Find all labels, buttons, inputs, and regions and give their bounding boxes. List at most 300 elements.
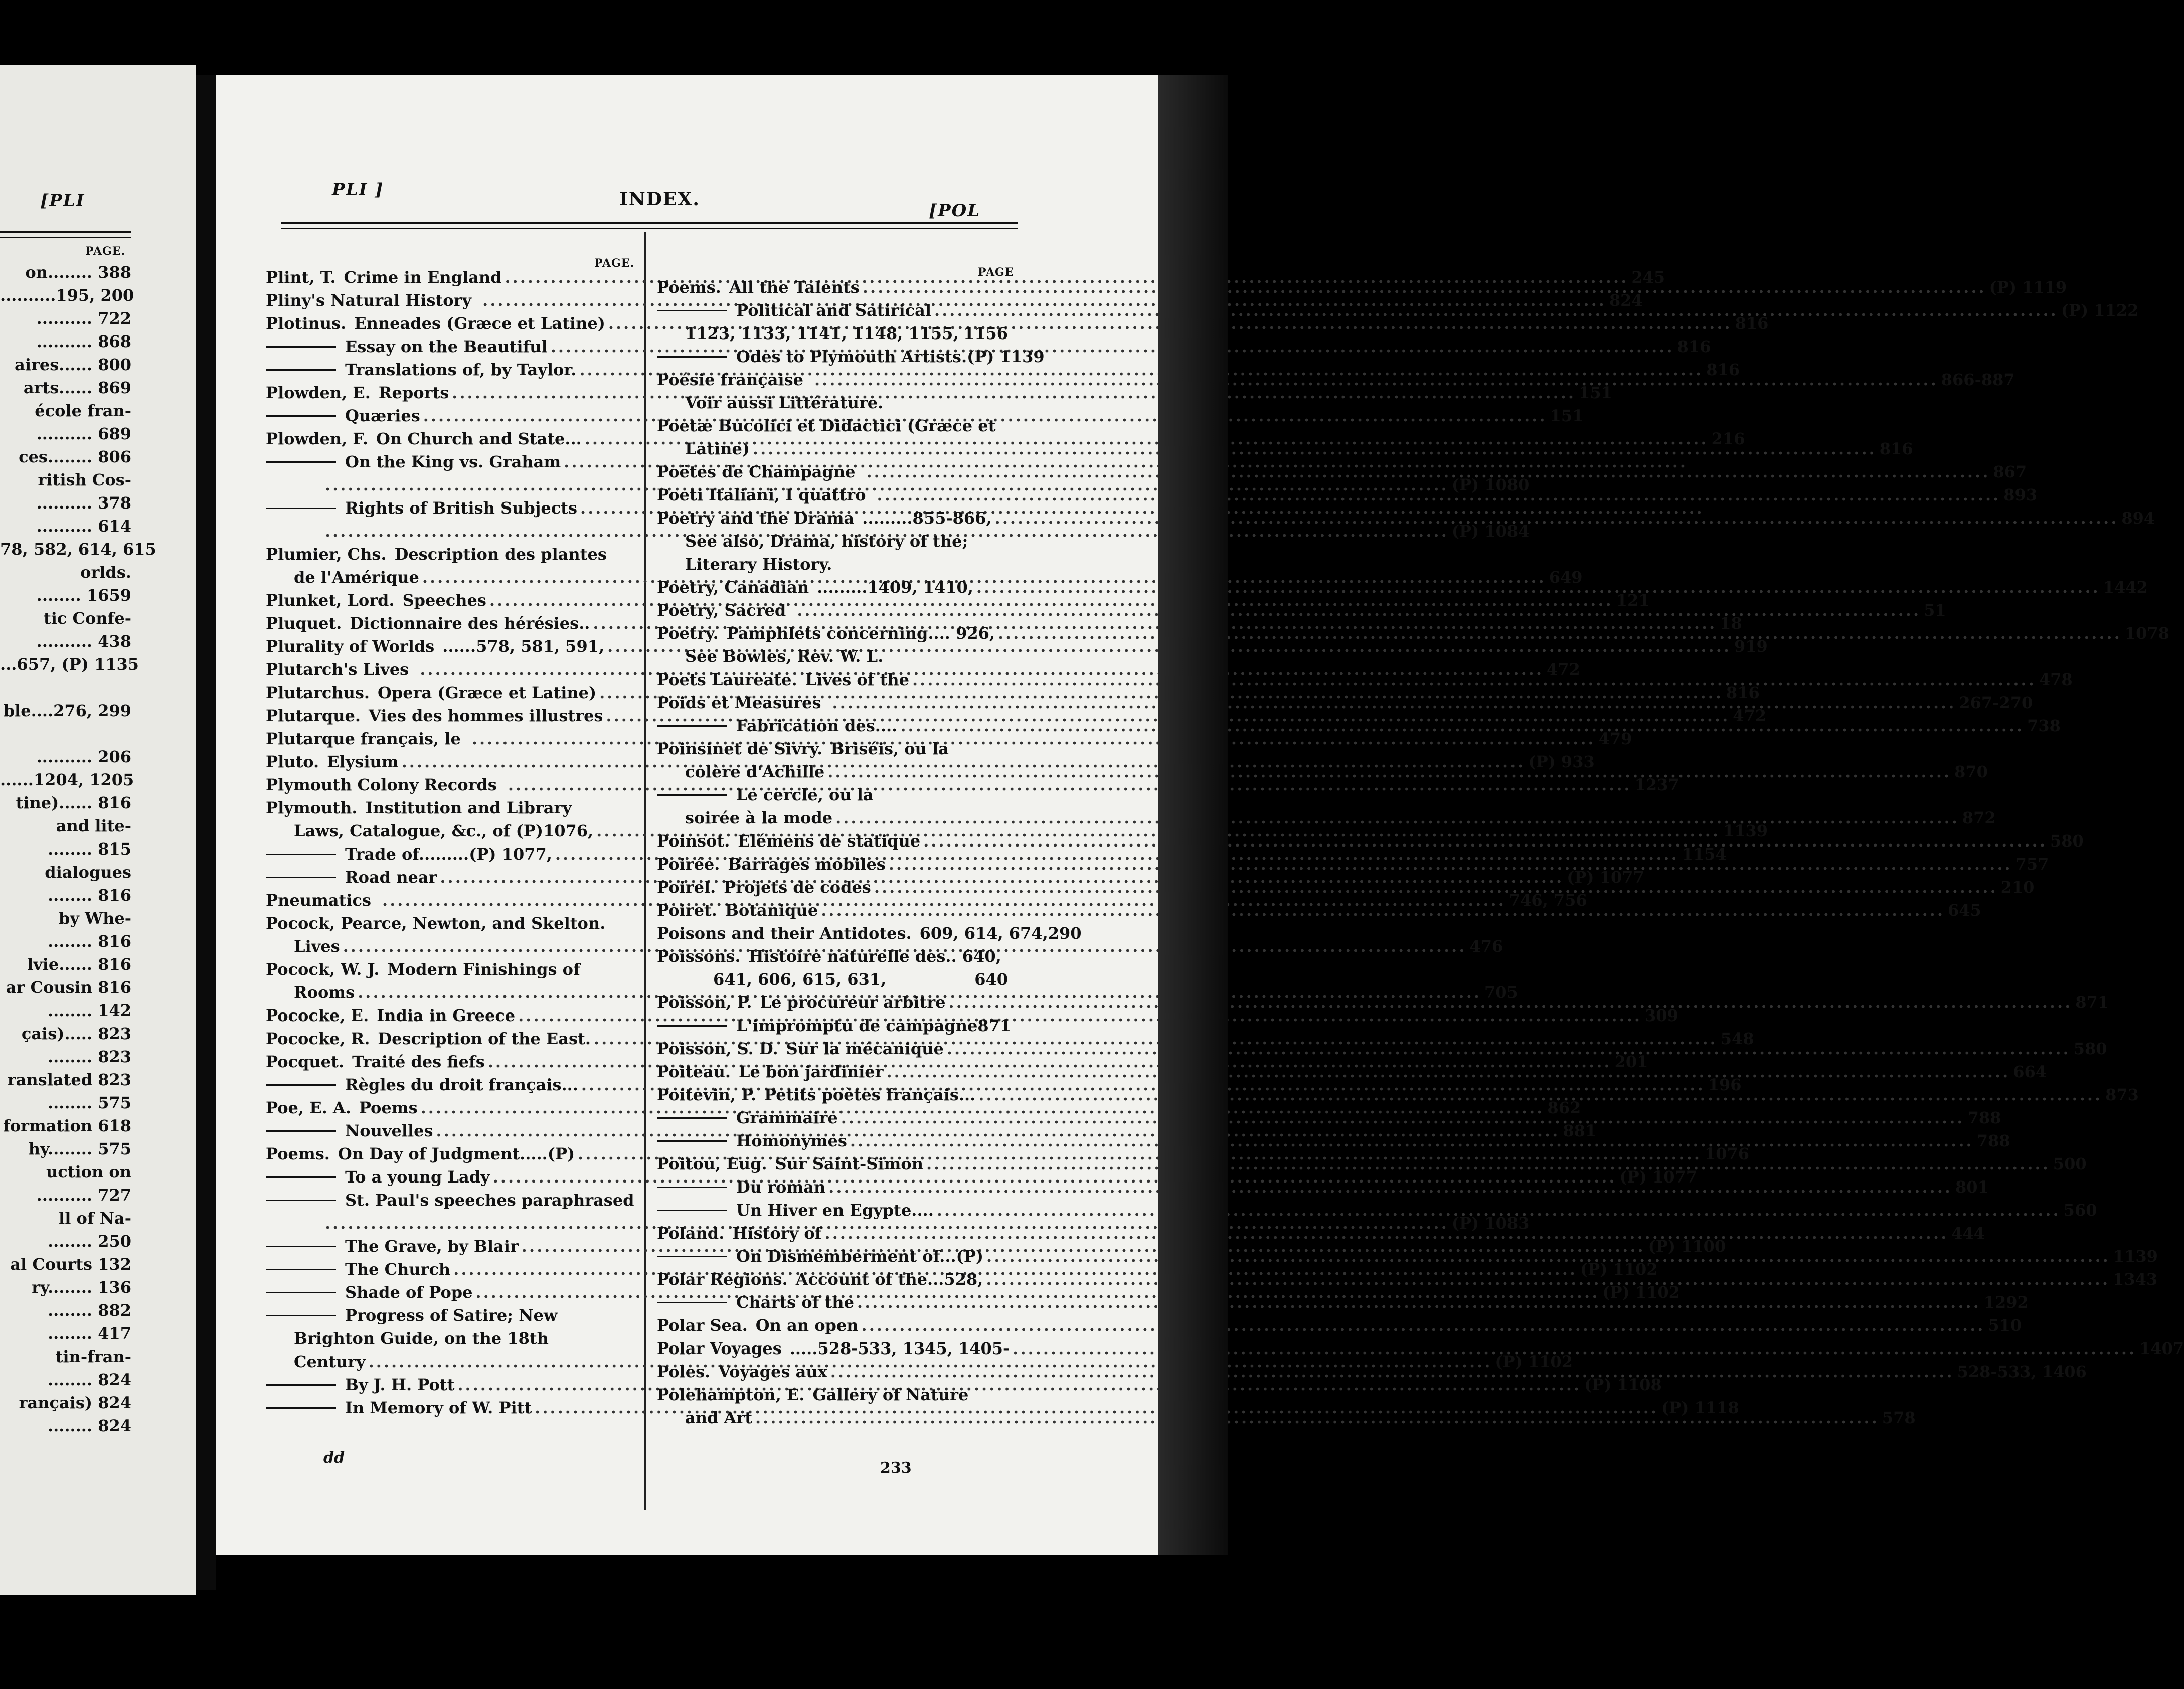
entry-title: Dictionnaire des hérésies.. [350, 614, 590, 633]
entry-title: and Art [685, 1408, 752, 1427]
page-reference: 1139 [1723, 821, 1768, 840]
entry-heading: Pluquet. [266, 614, 342, 633]
entry-title: Homonymes [736, 1131, 847, 1150]
page-reference: 196 [1708, 1075, 1742, 1094]
left-page-line: .......... 868 [36, 332, 131, 351]
index-entry [657, 1337, 2184, 1360]
page-reference: 479 [1598, 729, 1632, 748]
entry-title: The Grave, by Blair [345, 1237, 519, 1256]
left-page-fragment [0, 65, 196, 1595]
page-reference: 472 [1733, 706, 1767, 725]
page-reference: 216 [1711, 429, 1745, 448]
ditto-dash [657, 1302, 727, 1303]
entry-heading: Poisson, P. [657, 993, 752, 1012]
page-reference: 444 [1951, 1224, 1985, 1243]
header-rule-thin [281, 228, 1018, 229]
dot-leader [923, 1152, 2053, 1175]
dot-leader [824, 760, 1954, 783]
entry-heading: Poland. [657, 1224, 725, 1243]
page-reference: 640 [974, 970, 1008, 989]
page-reference: 580 [2073, 1039, 2107, 1058]
ditto-dash [266, 854, 336, 855]
index-entry [266, 958, 637, 981]
entry-title: Modern Finishings of [387, 960, 580, 979]
left-page-line: école fran- [35, 401, 131, 420]
entry-title: Sur la mécanique [786, 1039, 944, 1058]
dot-leader [920, 829, 2050, 853]
left-page-line: arts...... 869 [23, 378, 131, 397]
entry-title: All the Talents [729, 278, 860, 297]
entry-title: On an open [755, 1316, 859, 1335]
left-page-line: .......... 378 [36, 493, 131, 513]
entry-heading: Poitevin, P. [657, 1085, 757, 1104]
entry-heading: Poinsinet de Sivry. [657, 739, 823, 758]
page-reference: (P) 1119 [1989, 278, 2067, 297]
right-column-page-label: PAGE [978, 266, 1014, 279]
entry-heading: Poëtes de Champagne [657, 462, 856, 481]
entry-title: Petits poètes français... [764, 1085, 976, 1104]
index-entry [657, 1383, 1008, 1406]
dot-leader [832, 806, 1962, 829]
entry-title: Crime in England [344, 268, 502, 287]
index-entry [657, 968, 1008, 991]
ditto-dash [266, 1407, 336, 1409]
dot-leader [871, 876, 2001, 899]
index-entry [657, 945, 1008, 968]
entry-heading: Plowden, F. [266, 429, 369, 448]
entry-title: Shade of Pope [345, 1283, 473, 1302]
page-reference: 472 [1547, 660, 1580, 679]
left-column-page-label: PAGE. [594, 257, 635, 270]
entry-title: Laws, Catalogue, &c., of (P)1076, [294, 821, 594, 840]
left-page-line: uction on [46, 1162, 131, 1181]
entry-title: Institution and Library [365, 798, 572, 817]
entry-title: Century [294, 1352, 366, 1371]
entry-heading: Poets Laureate. [657, 670, 797, 689]
ditto-dash [266, 1246, 336, 1247]
index-entry [657, 1014, 1012, 1037]
entry-title: Description des plantes [394, 545, 607, 564]
entry-title: Règles du droit français... [345, 1075, 578, 1094]
ditto-dash [266, 1315, 336, 1316]
page-reference: 788 [1967, 1108, 2001, 1127]
entry-title: Voyages aux [718, 1362, 827, 1381]
page-reference: 1076 [1704, 1144, 1750, 1163]
entry-title: Opera (Græce et Latine) [378, 683, 597, 702]
left-page-line: ces........ 806 [19, 447, 131, 466]
entry-heading: Poetry, Canadian [657, 578, 809, 597]
entry-title: Gallery of Nature [812, 1385, 969, 1404]
entry-title: See also, Drama, history of the; [685, 532, 968, 551]
dot-leader [752, 1406, 1882, 1429]
page-reference: 824 [1609, 291, 1643, 310]
entry-title: Brighton Guide, on the 18th [294, 1329, 549, 1348]
entry-heading: Pluto. [266, 752, 319, 771]
header-right: [POL [929, 201, 981, 221]
entry-heading: Plotinus. [266, 314, 347, 333]
left-page-header: [PLI [40, 191, 85, 211]
page-reference: (P) 1084 [1451, 522, 1530, 541]
entry-title: Histoire naturelle des.. 640, [748, 947, 1001, 966]
entry-title: 1123, 1133, 1141, 1148, 1155, [685, 324, 959, 343]
index-entry [266, 796, 637, 819]
index-entry [657, 530, 1008, 553]
left-page-line: ........ 1659 [36, 586, 131, 605]
ditto-dash [266, 461, 336, 463]
entry-heading: Plurality of Worlds [266, 637, 435, 656]
ditto-dash [657, 1117, 727, 1119]
page-reference: 1078 [2124, 624, 2169, 643]
entry-title: ......578, 581, 591, [442, 637, 605, 656]
entry-title: Un Hiver en Egypte.... [736, 1201, 934, 1220]
entry-heading: Poems. [657, 278, 721, 297]
entry-title: .....528-533, 1345, 1405- [789, 1339, 1010, 1358]
index-entry [657, 506, 2155, 530]
entry-heading: Poiret. [657, 901, 717, 920]
left-page-label: PAGE. [85, 245, 126, 258]
left-page-line: ........ 816 [47, 932, 131, 951]
entry-title: Rights of British Subjects [345, 498, 577, 518]
dot-leader [973, 576, 2103, 599]
entry-title: Quæries [345, 406, 420, 425]
dot-leader [864, 460, 1993, 483]
left-page-line: and lite- [56, 816, 131, 835]
entry-heading: Pneumatics [266, 891, 371, 910]
left-page-line: tin-fran- [55, 1347, 131, 1366]
entry-title: colère d'Achille [685, 762, 825, 781]
ditto-dash [266, 877, 336, 878]
entry-heading: Poitou, Eug. [657, 1154, 767, 1173]
index-entry [657, 322, 1008, 345]
ditto-dash [266, 369, 336, 371]
page-reference: (P) 1083 [1451, 1214, 1530, 1233]
dot-leader [983, 1245, 2113, 1268]
ditto-dash [266, 1384, 336, 1386]
index-entry [657, 806, 1996, 829]
page-reference: 816 [1879, 439, 1913, 458]
left-page-line [0, 722, 131, 745]
entry-title: By J. H. Pott [345, 1375, 455, 1394]
entry-title: Vies des hommes illustres [369, 706, 603, 725]
dot-leader [944, 1037, 2074, 1060]
left-page-line: ........ 815 [47, 839, 131, 859]
binding-gutter [196, 75, 216, 1590]
entry-heading: Plutarque. [266, 706, 361, 725]
entry-title: On Dismemberment of...(P) [736, 1247, 984, 1266]
entry-title: de l'Amérique [294, 568, 419, 587]
page-reference: 870 [1954, 762, 1988, 781]
entry-title: Barrages mobiles [728, 855, 886, 874]
entry-title: Le bon jardinier [738, 1062, 884, 1081]
entry-title: Traité des fiefs [352, 1052, 485, 1071]
left-page-line: aires...... 800 [15, 355, 131, 374]
entry-title: Odes to Plymouth Artists. [736, 347, 967, 366]
entry-title: Poems [359, 1098, 418, 1117]
left-page-line: ranslated 823 [7, 1070, 131, 1089]
entry-title: .........1409, 1410, [817, 578, 973, 597]
index-entry [266, 1304, 637, 1327]
signature-mark: dd [323, 1449, 345, 1467]
index-entry [657, 645, 1008, 668]
ditto-dash [657, 1025, 727, 1027]
page-number: 233 [880, 1459, 912, 1477]
index-entry [657, 460, 2027, 483]
page-reference: 1156 [963, 324, 1008, 343]
entry-heading: Pococke, E. [266, 1006, 369, 1025]
index-page [216, 75, 2184, 1555]
page-reference: 290 [1048, 924, 1082, 943]
page-reference: (P) 1108 [1584, 1375, 1662, 1394]
entry-heading: Poids et Measures [657, 693, 821, 712]
entry-title: On Church and State... [376, 429, 582, 448]
dot-leader [811, 368, 1941, 391]
entry-heading: Plumier, Chs. [266, 545, 387, 564]
dot-leader [838, 1106, 1968, 1129]
entry-title: Elysium [327, 752, 399, 771]
page-reference: 862 [1547, 1098, 1581, 1117]
page-edge-shadow [1158, 75, 1228, 1555]
entry-title: Nouvelles [345, 1121, 433, 1140]
ditto-dash [266, 1269, 336, 1270]
entry-heading: Polar Sea. [657, 1316, 748, 1335]
left-page-line: ritish Cos- [38, 470, 131, 489]
left-page-line: al Courts 132 [10, 1255, 131, 1274]
index-entry [266, 1189, 637, 1212]
left-page-line [0, 676, 131, 699]
page-reference: 548 [1720, 1029, 1754, 1048]
page-reference: 873 [2105, 1085, 2139, 1104]
page-reference: 893 [2003, 485, 2038, 504]
page-reference: (P) 1080 [1451, 475, 1530, 494]
entry-title: Account of the...528, [795, 1270, 983, 1289]
left-page-line: ar Cousin 816 [6, 978, 131, 997]
left-page-line: ........ 824 [47, 1416, 131, 1435]
entry-title: Projets de codes [724, 878, 871, 897]
left-page-line: ........ 816 [47, 886, 131, 905]
entry-title: 609, 614, 674, [919, 924, 1048, 943]
page-reference: 738 [2027, 716, 2061, 735]
dot-leader [794, 599, 1924, 622]
dot-leader [883, 1060, 2013, 1083]
ditto-dash [266, 1130, 336, 1132]
left-page-line: ry........ 136 [32, 1278, 131, 1297]
page-reference: (P) 1122 [2061, 301, 2139, 320]
left-page-line: ...657, (P) 1135 [0, 655, 139, 674]
dot-leader [829, 691, 1959, 714]
index-entry [657, 783, 1008, 806]
page-reference: 746, 756 [1508, 891, 1587, 910]
left-page-line: lvie...... 816 [27, 955, 131, 974]
entry-title: Literary History. [685, 555, 832, 574]
ditto-dash [266, 1084, 336, 1086]
page-reference: 867 [1993, 462, 2027, 481]
ditto-dash [657, 725, 727, 727]
left-header-rule-thin [0, 237, 131, 238]
ditto-dash [266, 415, 336, 417]
entry-heading: Plutarchus. [266, 683, 370, 702]
page-reference: 510 [1988, 1316, 2022, 1335]
page-reference: 121 [1616, 591, 1650, 610]
page-reference: (P) 1077 [1619, 1167, 1698, 1187]
left-page-line: dialogues [45, 863, 131, 882]
page-reference: 705 [1484, 983, 1518, 1002]
left-page-line: 78, 582, 614, 615 [0, 540, 156, 559]
left-page-line: ........ 417 [47, 1324, 131, 1343]
left-header-rule-thick [0, 231, 131, 233]
page-reference: 1139 [2113, 1247, 2158, 1266]
entry-heading: Polar Voyages [657, 1339, 782, 1358]
dot-leader [897, 714, 2027, 737]
page-reference: 788 [1976, 1131, 2010, 1150]
page-reference: 919 [1734, 637, 1768, 656]
page-reference: (P) 1118 [1661, 1398, 1739, 1417]
page-reference: 894 [2121, 509, 2155, 528]
left-page-line: ........ 250 [47, 1232, 131, 1251]
index-entry [266, 496, 637, 520]
left-page-line: çais)..... 823 [21, 1024, 131, 1043]
entry-title: 641, 606, 615, 631, [713, 970, 887, 989]
page-reference: 18 [1720, 614, 1742, 633]
entry-title: Translations of, by Taylor. [345, 360, 577, 379]
left-page-line: formation 618 [3, 1116, 131, 1135]
dot-leader [909, 668, 2039, 691]
index-entry [657, 391, 1008, 414]
dot-leader [931, 299, 2061, 322]
ditto-dash [266, 346, 336, 348]
entry-title: Enneades (Græce et Latine) [354, 314, 605, 333]
page-reference: 309 [1644, 1006, 1678, 1025]
page-reference: 1442 [2103, 578, 2148, 597]
page-reference: 816 [1726, 683, 1760, 702]
entry-title: Lives [294, 937, 340, 956]
page-reference: 645 [1947, 901, 1981, 920]
entry-heading: Poetæ Bucolici et Didactici (Græce et [657, 416, 996, 435]
left-page-line: .......... 727 [36, 1186, 131, 1205]
left-page-line: on........ 388 [25, 263, 131, 282]
left-page-line: ......1204, 1205 [0, 770, 134, 789]
ditto-dash [657, 310, 727, 311]
page-reference: 560 [2063, 1201, 2097, 1220]
entry-heading: Poisson, S. D. [657, 1039, 778, 1058]
dot-leader [825, 1175, 1955, 1199]
dot-leader [750, 437, 1880, 460]
dot-leader [983, 1268, 2113, 1291]
page-reference: 151 [1550, 406, 1584, 425]
ditto-dash [266, 1292, 336, 1293]
entry-title: In Memory of W. Pitt [345, 1398, 532, 1417]
entry-heading: Poetry. [657, 624, 719, 643]
index-entry [657, 1314, 2022, 1337]
dot-leader [818, 899, 1948, 922]
index-entry [657, 922, 1082, 945]
entry-title: Essay on the Beautiful [345, 337, 548, 356]
entry-title: Du roman [736, 1177, 826, 1197]
entry-heading: Poles. [657, 1362, 711, 1381]
entry-title: To a young Lady [345, 1167, 490, 1187]
page-reference: (P) 933 [1528, 752, 1595, 771]
page-reference: 1237 [1634, 775, 1679, 794]
page-reference: (P) 1139 [967, 347, 1045, 366]
entry-heading: Plymouth Colony Records [266, 775, 497, 794]
ditto-dash [266, 508, 336, 509]
index-entry [657, 553, 1008, 576]
dot-leader [827, 1360, 1957, 1383]
entry-heading: Poisons and their Antidotes. [657, 924, 912, 943]
header-center: INDEX. [619, 189, 700, 210]
page-reference: (P) 1077 [1567, 868, 1644, 887]
entry-title: History of [732, 1224, 822, 1243]
entry-title: India in Greece [377, 1006, 516, 1025]
left-page-line: .......... 614 [36, 517, 131, 536]
page-reference: (P) 1102 [1602, 1283, 1680, 1302]
entry-title: The Church [345, 1260, 451, 1279]
left-page-line: .......... 206 [36, 747, 131, 766]
left-page-line: ble....276, 299 [3, 701, 131, 720]
index-entry [657, 1199, 2097, 1222]
page-reference: 871 [2075, 993, 2109, 1012]
entry-heading: Poinsot. [657, 831, 730, 851]
page-reference: 816 [1735, 314, 1769, 333]
entry-heading: Poirée. [657, 855, 720, 874]
left-page-line: by Whe- [59, 909, 131, 928]
entry-title: Political and Satirical [736, 301, 931, 320]
page-reference: 1154 [1682, 844, 1727, 864]
entry-title: Pamphlets concerning.... 926, [726, 624, 995, 643]
entry-heading: Poetry, Sacred [657, 601, 786, 620]
entry-heading: Pocock, Pearce, Newton, and Skelton. [266, 914, 606, 933]
left-page-line: ........ 823 [47, 1047, 131, 1066]
dot-leader [860, 276, 1989, 299]
dot-leader [945, 991, 2075, 1014]
entry-heading: Polar Regions. [657, 1270, 788, 1289]
ditto-dash [657, 356, 727, 358]
entry-title: On the King vs. Graham [345, 452, 561, 471]
entry-title: On Day of Judgment.....(P) [338, 1144, 575, 1163]
ditto-dash [657, 1210, 727, 1211]
entry-title: Voir aussi Littérature. [685, 393, 884, 412]
ditto-dash [657, 794, 727, 796]
page-reference: 866-887 [1941, 370, 2015, 389]
entry-title: Reports [378, 383, 449, 402]
page-reference: (P) 1102 [1580, 1260, 1658, 1279]
dot-leader [886, 853, 2015, 876]
left-page-line: hy........ 575 [28, 1139, 131, 1158]
page-reference: 649 [1549, 568, 1583, 587]
page-reference: 528-533, 1406 [1957, 1362, 2087, 1381]
page-reference: 51 [1924, 601, 1946, 620]
entry-title: Rooms [294, 983, 355, 1002]
page-reference: 757 [2015, 855, 2049, 874]
dot-leader [859, 1314, 1988, 1337]
left-page-line: .......... 689 [36, 424, 131, 443]
ditto-dash [657, 1140, 727, 1142]
page-reference: 580 [2050, 831, 2084, 851]
entry-title: Latine) [685, 439, 750, 458]
page-reference: 881 [1563, 1121, 1597, 1140]
entry-title: soirée à la mode [685, 808, 833, 827]
entry-title: St. Paul's speeches paraphrased [345, 1191, 634, 1210]
left-page-line: ........ 142 [47, 1001, 131, 1020]
entry-heading: Plutarque français, le [266, 729, 461, 748]
index-entry [266, 1327, 637, 1350]
entry-heading: Plutarch's Lives [266, 660, 409, 679]
entry-title: Le procureur arbitre [760, 993, 946, 1012]
entry-title: Grammaire [736, 1108, 838, 1127]
entry-title: Briséis, ou la [830, 739, 949, 758]
dot-leader [934, 1199, 2064, 1222]
entry-heading: Pocock, W. J. [266, 960, 380, 979]
index-entry [266, 912, 637, 935]
